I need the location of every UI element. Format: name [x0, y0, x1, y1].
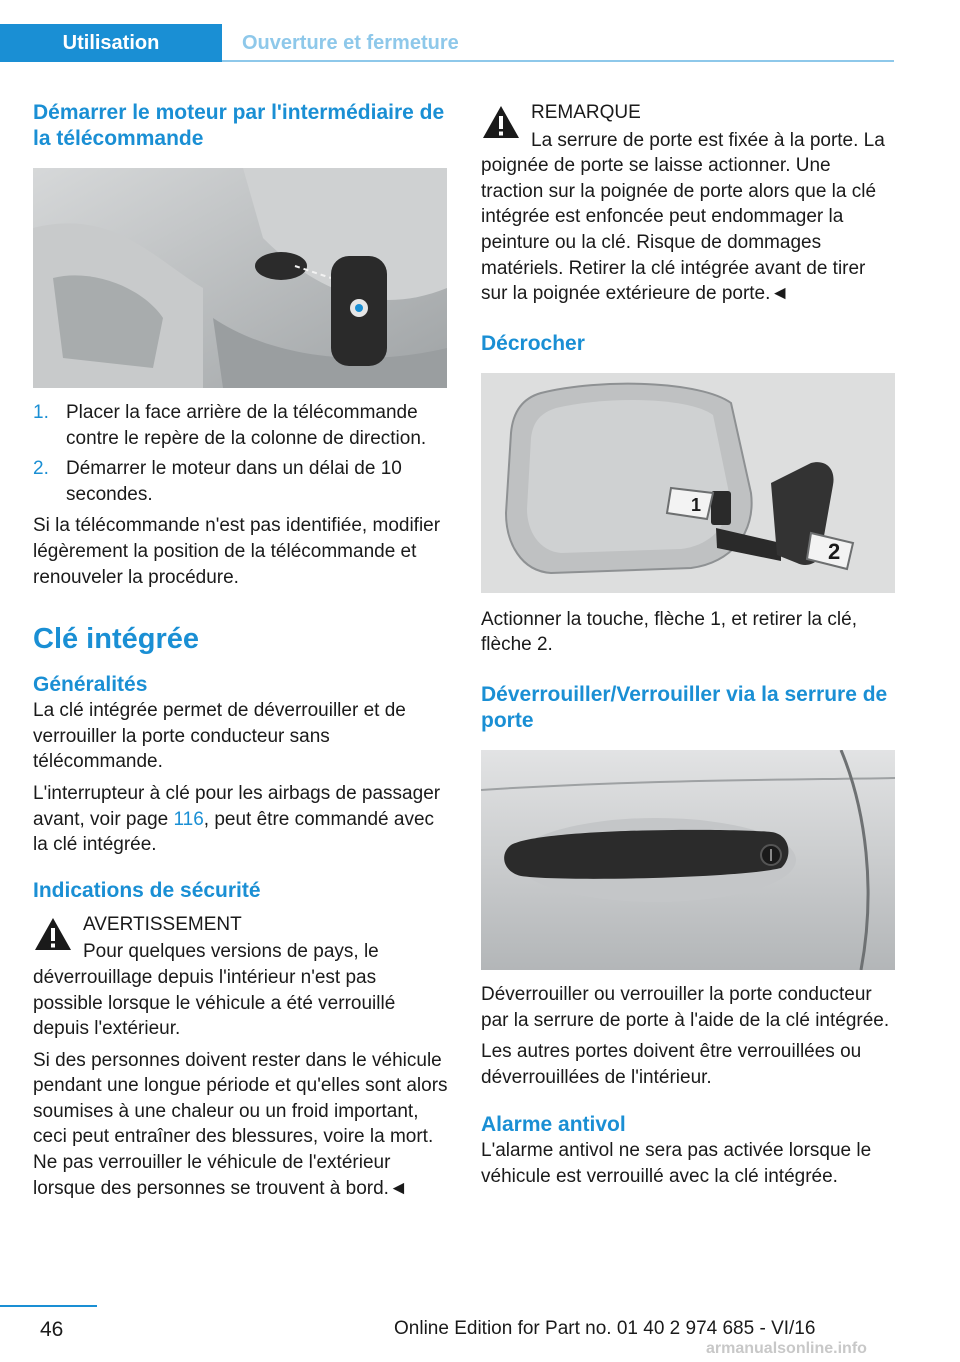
steering-column-illustration — [33, 168, 447, 388]
remark-label: REMARQUE — [531, 102, 641, 123]
figure-steering-column — [33, 168, 447, 388]
step-number: 1. — [33, 402, 49, 423]
step-text: Démarrer le moteur dans un délai de 10 secondes. — [66, 458, 402, 505]
edition-info: Online Edition for Part no. 01 40 2 974 685 - VI/16 — [394, 1318, 816, 1339]
warning-text: Pour quelques versions de pays, le déverrouillage depuis l'intérieur n'est pas possible lorsque le véhicule a été verrouillé depuis l'extérieur. — [33, 941, 396, 1040]
title-cle-integree: Clé intégrée — [33, 623, 199, 656]
step-1 — [33, 400, 449, 451]
warning-text-2: Si des personnes doivent rester dans le véhicule pendant une longue période et qu'elles sont alors soumises à une chaleur ou un froid important, ceci peut entraîner des blessures, voire la mort. Ne pas verrouiller le véhicule de l'extérieur lorsque des personnes se trouvent à bord.◄ — [33, 1049, 448, 1199]
right-column — [481, 100, 895, 1190]
figure-key-detach — [481, 373, 895, 593]
para-other-doors: Les autres portes doivent être verrouillées ou déverrouillées de l'intérieur. — [481, 1041, 862, 1088]
heading-general: Généralités — [33, 673, 148, 697]
warning-triangle-icon — [33, 916, 73, 952]
heading-lock: Déverrouiller/Verrouiller via la serrure de porte — [481, 682, 888, 732]
arrow-label-2: 2 — [828, 538, 841, 564]
warning-first-line — [33, 939, 449, 1041]
para-lock: Déverrouiller ou verrouiller la porte conducteur par la serrure de porte à l'aide de la clé intégrée. — [481, 983, 890, 1031]
para-airbag-switch — [33, 781, 449, 858]
para-not-identified: Si la télécommande n'est pas identifiée, modifier légèrement la position de la télécommande et renouveler la procédure. — [33, 515, 441, 588]
section-tab-utilisation[interactable]: Utilisation — [0, 24, 222, 62]
page-number: 46 — [40, 1318, 64, 1341]
heading-detach: Décrocher — [481, 331, 585, 355]
remote-start-steps — [33, 400, 449, 507]
warning-triangle-icon — [481, 104, 521, 140]
remark-block — [481, 100, 895, 307]
figure-door-handle — [481, 750, 895, 970]
footer-rule — [0, 1305, 97, 1307]
heading-remote-start: Démarrer le moteur par l'intermédiaire de la télécommande — [33, 101, 445, 150]
door-handle-illustration — [481, 750, 895, 970]
heading-alarm: Alarme antivol — [481, 1113, 626, 1137]
step-2 — [33, 456, 449, 507]
section-tab-ouverture[interactable]: Ouverture et fermeture — [242, 31, 459, 54]
step-text: Placer la face arrière de la télécommande contre le repère de la colonne de direction. — [66, 402, 427, 449]
para-general: La clé intégrée permet de déverrouiller et de verrouiller la porte conducteur sans télécommande. — [33, 700, 406, 773]
remark-text: La serrure de porte est fixée à la porte. La poignée de porte se laisse actionner. Une traction sur la poignée de porte alors que la clé intégrée est enfoncée peut endommager la peinture ou la clé. Risque de dommages matériels. Retirer la clé intégrée avant de tirer sur la poignée extérieure de porte.◄ — [481, 129, 885, 305]
para-alarm: L'alarme antivol ne sera pas activée lorsque le véhicule est verrouillé avec la clé intégrée. — [481, 1140, 872, 1187]
para-airbag-before: L'interrupteur à clé pour les airbags de passager avant, voir page — [33, 782, 441, 830]
step-number: 2. — [33, 458, 49, 480]
warning-block — [33, 912, 449, 1202]
left-column — [33, 100, 449, 1201]
page-header — [0, 0, 960, 62]
arrow-label-1: 1 — [691, 494, 702, 515]
para-detach: Actionner la touche, flèche 1, et retirer la clé, flèche 2. — [481, 608, 857, 656]
para-airbag-after: , peut être commandé avec la clé intégrée. — [33, 808, 435, 856]
heading-safety: Indications de sécurité — [33, 878, 261, 902]
page-link-116[interactable]: 116 — [173, 808, 204, 830]
watermark: armanualsonline.info — [706, 1340, 867, 1357]
warning-label: AVERTISSEMENT — [83, 913, 242, 935]
key-detach-illustration — [481, 373, 895, 593]
header-rule — [222, 60, 894, 62]
